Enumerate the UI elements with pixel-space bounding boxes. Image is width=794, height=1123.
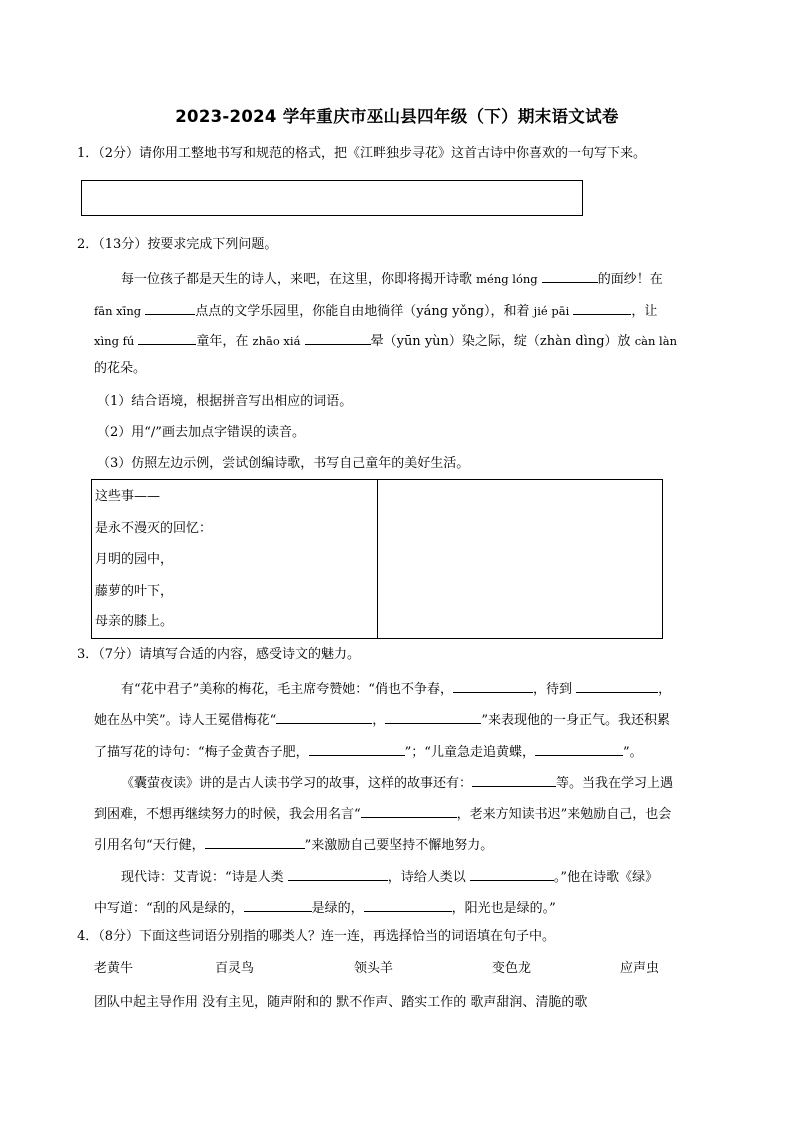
q3-text: 了描写花的诗句：“梅子金黄杏子肥，: [94, 745, 309, 760]
poem-answer-area[interactable]: [382, 484, 658, 634]
q2-subquestion-2: （2）用“/”画去加点字错误的读音。: [97, 425, 305, 440]
blank-q3-11[interactable]: [470, 866, 554, 881]
blank-q3-8[interactable]: [361, 803, 457, 818]
q2-p1-text-b: 的面纱！在: [597, 272, 663, 287]
example-poem-line: 月明的园中，: [95, 552, 174, 567]
q2-paragraph-line-3: [94, 330, 677, 351]
pinyin-fanxing: fān xīng: [94, 304, 142, 318]
blank-q3-2[interactable]: [576, 678, 658, 693]
word-option: 领头羊: [354, 961, 394, 976]
q3-line-2: [94, 709, 670, 730]
q3-text: 引用名句“天行健，: [94, 838, 205, 853]
q2-paragraph-line-2: [94, 300, 657, 321]
q3-text: 是绿的，: [311, 901, 364, 916]
q3-text: ，: [372, 713, 386, 728]
q3-text: ”。: [622, 745, 643, 760]
blank-q3-9[interactable]: [205, 834, 305, 849]
q3-line-1: [121, 678, 671, 699]
q3-line-5: [94, 803, 671, 824]
word-option: 应声虫: [620, 961, 660, 976]
question-1-text: 1．（2分）请你用工整地书写和规范的格式，把《江畔独步寻花》这首古诗中你喜欢的一句写下来。: [77, 146, 647, 161]
example-poem-line: 母亲的膝上。: [95, 614, 174, 629]
word-option: 百灵鸟: [215, 961, 255, 976]
q3-text: 。”他在诗歌《绿》: [553, 870, 659, 885]
q3-text: ”来激励自己要坚持不懈地努力。: [304, 838, 494, 853]
q3-text: ，: [658, 682, 672, 697]
table-divider: [377, 480, 378, 638]
q3-line-3: [94, 741, 643, 762]
example-poem-line: 是永不漫灭的回忆：: [95, 521, 213, 536]
blank-q3-10[interactable]: [288, 866, 388, 881]
pinyin-jiepai: jié pāi: [533, 304, 570, 318]
example-poem-line: 这些事——: [95, 489, 161, 504]
q2-p2-text-b: ，让: [631, 304, 658, 319]
q3-text: 等。当我在学习上遇: [556, 776, 674, 791]
q2-p1-text-a: 每一位孩子都是天生的诗人，来吧，在这里，你即将揭开诗歌: [121, 272, 477, 287]
q3-line-8: [94, 897, 556, 918]
blank-jiepai[interactable]: [573, 300, 631, 315]
q3-text: 她在丛中笑”。诗人王冕借梅花“: [94, 713, 277, 728]
q3-text: 中写道：“刮的风是绿的，: [94, 901, 244, 916]
blank-q3-7[interactable]: [472, 772, 556, 787]
word-option: 老黄牛: [94, 961, 134, 976]
blank-q3-3[interactable]: [276, 709, 372, 724]
pinyin-xingfu: xìng fú: [94, 334, 135, 348]
pinyin-canlan: càn làn: [634, 334, 678, 348]
question-4-header: 4．（8分）下面这些词语分别指的哪类人？连一连，再选择恰当的词语填在句子中。: [77, 929, 556, 944]
pinyin-menglong: méng lóng: [476, 272, 538, 286]
poem-table: [91, 479, 663, 639]
blank-q3-1[interactable]: [453, 678, 533, 693]
q3-text: ，阳光也是绿的。”: [451, 901, 556, 916]
blank-xingfu[interactable]: [138, 330, 196, 345]
question-3-header: 3．（7分）请填写合适的内容，感受诗文的魅力。: [77, 647, 361, 662]
q2-paragraph-line-1: [121, 268, 663, 289]
q3-text: ，诗给人类以: [387, 870, 470, 885]
q3-text: ，待到: [532, 682, 572, 697]
question-2-header: 2．（13分）按要求完成下列问题。: [77, 237, 278, 252]
q3-text: ”；“儿童急走追黄蝶，: [404, 745, 535, 760]
q3-text: ，老来方知读书迟”来勉励自己，也会: [456, 807, 672, 822]
blank-q3-4[interactable]: [385, 709, 481, 724]
q4-descriptions: 团队中起主导作用 没有主见，随声附和的 默不作声、踏实工作的 歌声甜润、清脆的歌: [94, 995, 588, 1010]
q3-text: 现代诗：艾青说：“诗是人类: [121, 870, 288, 885]
blank-zhaoxia[interactable]: [305, 330, 371, 345]
q3-text: 《囊萤夜读》讲的是古人读书学习的故事，这样的故事还有：: [121, 776, 473, 791]
blank-q3-6[interactable]: [535, 741, 623, 756]
blank-fanxing[interactable]: [145, 300, 195, 315]
q3-line-6: [94, 834, 493, 855]
blank-q3-12[interactable]: [244, 897, 312, 912]
q3-text: 有“花中君子”美称的梅花，毛主席夸赞她：“俏也不争春，: [121, 682, 453, 697]
q2-p3-text-a: 童年，在: [196, 334, 253, 349]
q3-text: 到困难，不想再继续努力的时候，我会用名言“: [94, 807, 361, 822]
example-poem-line: 藤萝的叶下，: [95, 584, 174, 599]
q2-p2-text-a: 点点的文学乐园里，你能自由地徜徉（yáng yǒng），和着: [195, 304, 534, 319]
q3-text: ”来表现他的一身正气。我还积累: [481, 713, 670, 728]
blank-q3-13[interactable]: [364, 897, 452, 912]
q2-subquestion-1: （1）结合语境，根据拼音写出相应的词语。: [97, 394, 353, 409]
q3-line-7: [121, 866, 658, 887]
q2-subquestion-3: （3）仿照左边示例，尝试创编诗歌，书写自己童年的美好生活。: [97, 456, 470, 471]
pinyin-zhaoxia: zhāo xiá: [252, 334, 301, 348]
blank-q3-5[interactable]: [309, 741, 405, 756]
blank-menglong[interactable]: [542, 268, 598, 283]
q2-p3-text-b: 晕（yūn yùn）染之际，绽（zhàn dìng）放: [370, 334, 635, 349]
q3-line-4: [121, 772, 673, 793]
page-title: 2023-2024 学年重庆市巫山县四年级（下）期末语文试卷: [175, 107, 619, 126]
word-option: 变色龙: [492, 961, 532, 976]
q2-paragraph-line-4: 的花朵。: [94, 361, 147, 376]
answer-box-q1[interactable]: [81, 180, 583, 216]
